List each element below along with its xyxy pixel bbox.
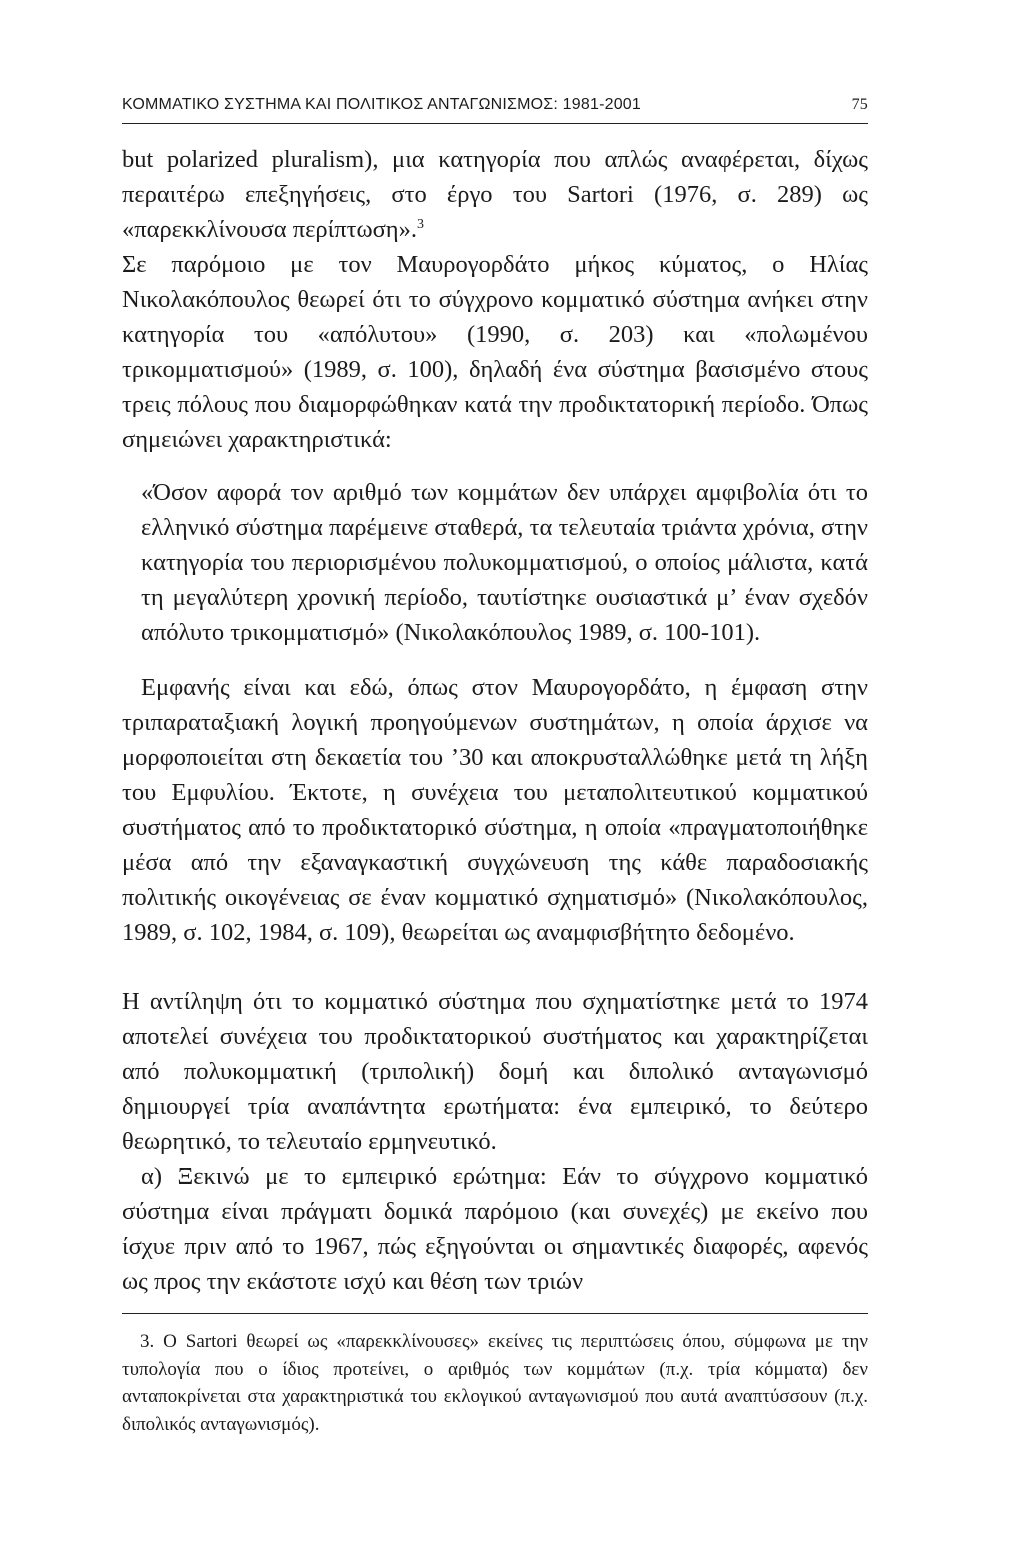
- paragraph-text: but polarized pluralism), μια κατηγορία που απλώς αναφέρεται, δίχως περαιτέρω επεξηγήσεις, στο έργο του Sartori (1976, σ. 289) ως «παρεκκλίνουσα περίπτωση».: [122, 146, 868, 243]
- block-quote: [122, 475, 868, 650]
- paragraph: Εμφανής είναι και εδώ, όπως στον Μαυρογορδάτο, η έμφαση στην τριπαραταξιακή λογική προηγούμενων συστημάτων, η οποία άρχισε να μορφοποιείται στη δεκαετία του ’30 και αποκρυσταλλώθηκε μετά τη λήξη του Εμφυλίου. Έκτοτε, η συνέχεια του μεταπολιτευτικού κομματικού συστήματος από το προδικτατορικό σύστημα, η οποία «πραγματοποιήθηκε μέσα από την εξαναγκαστική συγχώνευση της κάθε παραδοσιακής πολιτικής οικογένειας σε έναν κομματικό σχηματισμό» (Νικολακόπουλος, 1989, σ. 102, 1984, σ. 109), θεωρείται ως αναμφισβήτητο δεδομένο.: [122, 674, 868, 946]
- main-text-continued: [122, 670, 868, 1299]
- footnote-divider: [122, 1313, 868, 1314]
- footnote-reference: 3: [416, 216, 424, 232]
- paragraph: Η αντίληψη ότι το κομματικό σύστημα που σχηματίστηκε μετά το 1974 αποτελεί συνέχεια του προδικτατορικού συστήματος και χαρακτηρίζεται από πολυκομματική (τριπολική) δομή και διπολικό ανταγωνισμό δημιουργεί τρία αναπάντητα ερωτήματα: ένα εμπειρικό, το δεύτερο θεωρητικό, το τελευταίο ερμηνευτικό.: [122, 988, 868, 1155]
- paragraph-continued: [122, 142, 868, 247]
- running-header: [122, 96, 868, 124]
- section-spacer: [122, 950, 868, 984]
- running-title: ΚΟΜΜΑΤΙΚΟ ΣΥΣΤΗΜΑ ΚΑΙ ΠΟΛΙΤΙΚΟΣ ΑΝΤΑΓΩΝΙΣΜΟΣ: 1981-2001: [122, 96, 641, 113]
- quote-text: «Όσον αφορά τον αριθμό των κομμάτων δεν υπάρχει αμφιβολία ότι το ελληνικό σύστημα παρέμεινε σταθερά, τα τελευταία τριάντα χρόνια, στην κατηγορία του περιορισμένου πολυκομματισμού, ο οποίος μάλιστα, κατά τη μεγαλύτερη χρονική περίοδο, ταυτίστηκε ουσιαστικά μ’ έναν σχεδόν απόλυτο τρικομματισμό» (Νικολακόπουλος 1989, σ. 100-101).: [141, 479, 868, 646]
- paragraph: Σε παρόμοιο με τον Μαυρογορδάτο μήκος κύματος, ο Ηλίας Νικολακόπουλος θεωρεί ότι το σύγχρονο κομματικό σύστημα ανήκει στην κατηγορία του «απόλυτου» (1990, σ. 203) και «πολωμένου τρικομματισμού» (1989, σ. 100), δηλαδή ένα σύστημα βασισμένο στους τρεις πόλους που διαμορφώθηκαν κατά την προδικτατορική περίοδο. Όπως σημειώνει χαρακτηριστικά:: [122, 251, 868, 453]
- paragraph: α) Ξεκινώ με το εμπειρικό ερώτημα: Εάν το σύγχρονο κομματικό σύστημα είναι πράγματι δομικά παρόμοιο (και συνεχές) με εκείνο που ίσχυε πριν από το 1967, πώς εξηγούνται οι σημαντικές διαφορές, αφενός ως προς την εκάστοτε ισχύ και θέση των τριών: [122, 1163, 868, 1295]
- book-page: [122, 96, 868, 1457]
- footnote: 3. Ο Sartori θεωρεί ως «παρεκκλίνουσες» εκείνες τις περιπτώσεις όπου, σύμφωνα με την τυπολογία που ο ίδιος προτείνει, ο αριθμός των κομμάτων (π.χ. τρία κόμματα) δεν ανταποκρίνεται στα χαρακτηριστικά του εκλογικού ανταγωνισμού που αυτά αναπτύσσουν (π.χ. διπολικός ανταγωνισμός).: [122, 1331, 868, 1435]
- page-number: 75: [851, 96, 868, 113]
- main-text: [122, 142, 868, 457]
